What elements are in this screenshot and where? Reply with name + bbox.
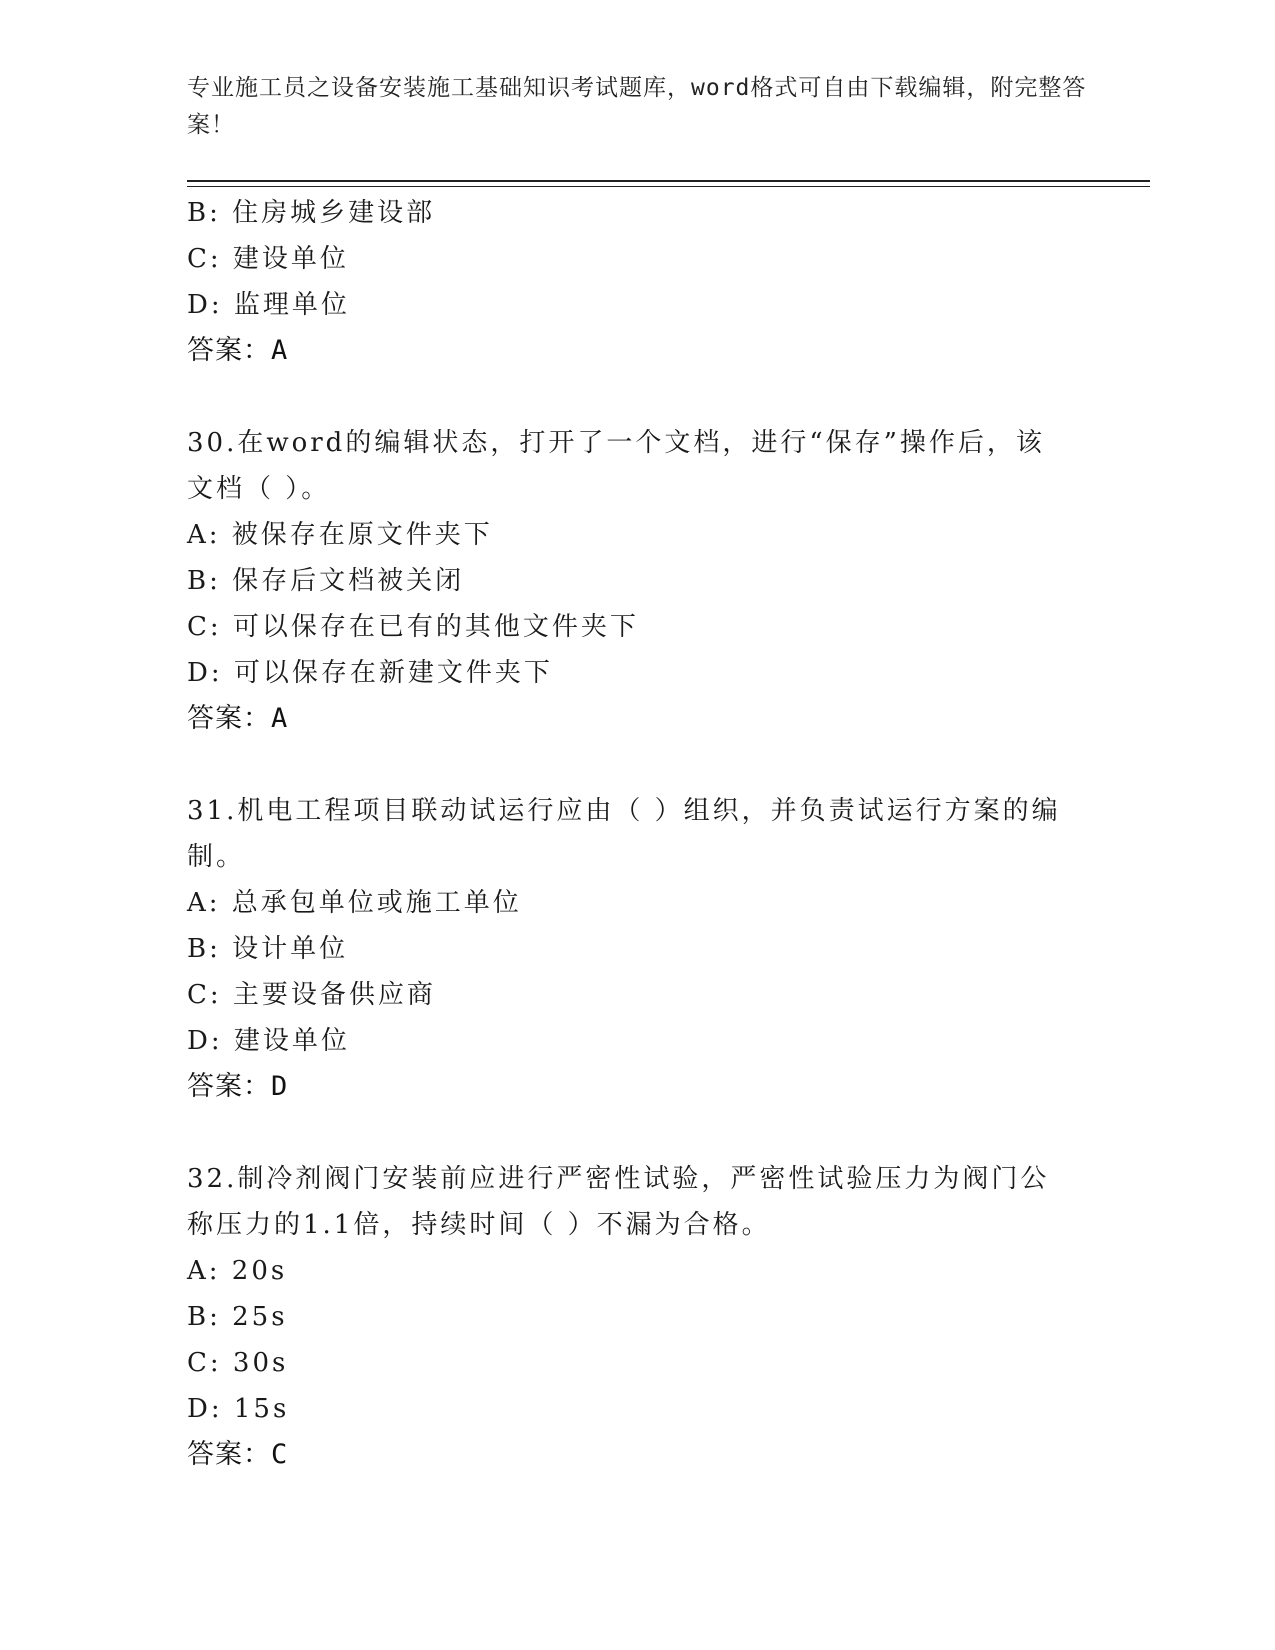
option-c: C: 建设单位 xyxy=(187,244,349,274)
question-stem: 30.在word的编辑状态，打开了一个文档，进行“保存”操作后，该文档（ ）。 xyxy=(187,428,1045,504)
question-stem: 31.机电工程项目联动试运行应由（ ）组织，并负责试运行方案的编制。 xyxy=(187,796,1061,872)
answer-line: 答案：A xyxy=(187,703,289,734)
option-d: D: 可以保存在新建文件夹下 xyxy=(187,658,553,688)
option-b: B: 住房城乡建设部 xyxy=(187,198,436,228)
option-a: A: 20s xyxy=(187,1256,288,1286)
option-c: C: 主要设备供应商 xyxy=(187,980,436,1010)
header-divider-thin xyxy=(187,186,1150,187)
option-b: B: 25s xyxy=(187,1302,288,1332)
option-d: D: 监理单位 xyxy=(187,290,350,320)
question-stem: 32.制冷剂阀门安装前应进行严密性试验，严密性试验压力为阀门公称压力的1.1倍，持续时间（ ）不漏为合格。 xyxy=(187,1164,1050,1240)
header-divider-thick xyxy=(187,180,1150,182)
option-d: D: 15s xyxy=(187,1394,290,1424)
answer-line: 答案：D xyxy=(187,1071,289,1102)
document-body xyxy=(187,190,1087,1478)
question-31 xyxy=(187,788,1087,1110)
option-a: A: 被保存在原文件夹下 xyxy=(187,520,493,550)
document-header: 专业施工员之设备安装施工基础知识考试题库，word格式可自由下载编辑，附完整答案！ xyxy=(187,75,1087,138)
answer-line: 答案：A xyxy=(187,335,289,366)
option-c: C: 30s xyxy=(187,1348,289,1378)
question-32 xyxy=(187,1156,1087,1478)
option-b: B: 保存后文档被关闭 xyxy=(187,566,465,596)
option-b: B: 设计单位 xyxy=(187,934,349,964)
option-d: D: 建设单位 xyxy=(187,1026,350,1056)
partial-question xyxy=(187,190,1087,374)
option-c: C: 可以保存在已有的其他文件夹下 xyxy=(187,612,639,642)
option-a: A: 总承包单位或施工单位 xyxy=(187,888,522,918)
question-30 xyxy=(187,420,1087,742)
answer-line: 答案：C xyxy=(187,1439,289,1470)
